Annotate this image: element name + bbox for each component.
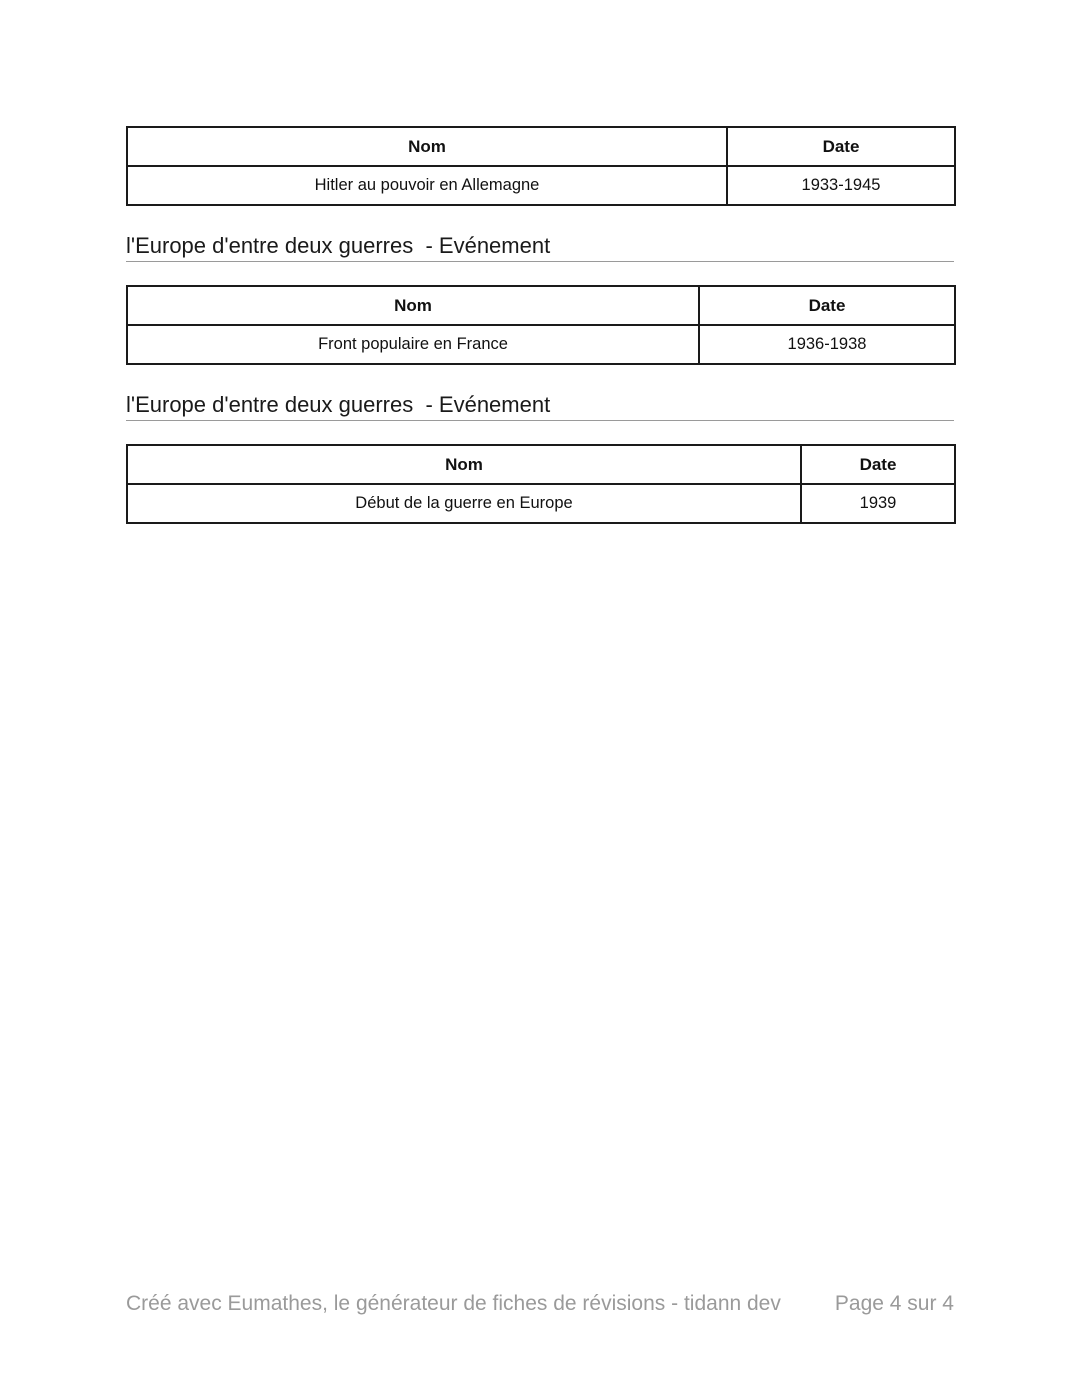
table-row bbox=[127, 325, 955, 364]
column-header-date: Date bbox=[801, 445, 955, 484]
table-row bbox=[127, 484, 955, 523]
column-header-name: Nom bbox=[127, 445, 801, 484]
column-header-name: Nom bbox=[127, 127, 727, 166]
table-header-row bbox=[127, 445, 955, 484]
page-footer bbox=[126, 1292, 954, 1316]
column-header-name: Nom bbox=[127, 286, 699, 325]
section-title: l'Europe d'entre deux guerres bbox=[126, 392, 414, 417]
section-title: l'Europe d'entre deux guerres bbox=[126, 233, 414, 258]
event-date-cell: 1933-1945 bbox=[727, 166, 955, 205]
column-header-date: Date bbox=[699, 286, 955, 325]
column-header-date: Date bbox=[727, 127, 955, 166]
event-table bbox=[126, 126, 956, 206]
table-header-row bbox=[127, 286, 955, 325]
section-suffix: - Evénement bbox=[413, 233, 551, 258]
footer-credit: Créé avec Eumathes, le générateur de fiches de révisions - tidann dev bbox=[126, 1292, 781, 1315]
page-number: Page 4 sur 4 bbox=[834, 1292, 954, 1315]
event-date-cell: 1939 bbox=[801, 484, 955, 523]
table-header-row bbox=[127, 127, 955, 166]
event-date-cell: 1936-1938 bbox=[699, 325, 955, 364]
event-name-cell: Hitler au pouvoir en Allemagne bbox=[127, 166, 727, 205]
event-table bbox=[126, 285, 956, 365]
event-name-cell: Front populaire en France bbox=[127, 325, 699, 364]
table-row bbox=[127, 166, 955, 205]
section-heading bbox=[126, 391, 954, 421]
event-table bbox=[126, 444, 956, 524]
event-name-cell: Début de la guerre en Europe bbox=[127, 484, 801, 523]
section-suffix: - Evénement bbox=[413, 392, 551, 417]
section-heading bbox=[126, 232, 954, 262]
